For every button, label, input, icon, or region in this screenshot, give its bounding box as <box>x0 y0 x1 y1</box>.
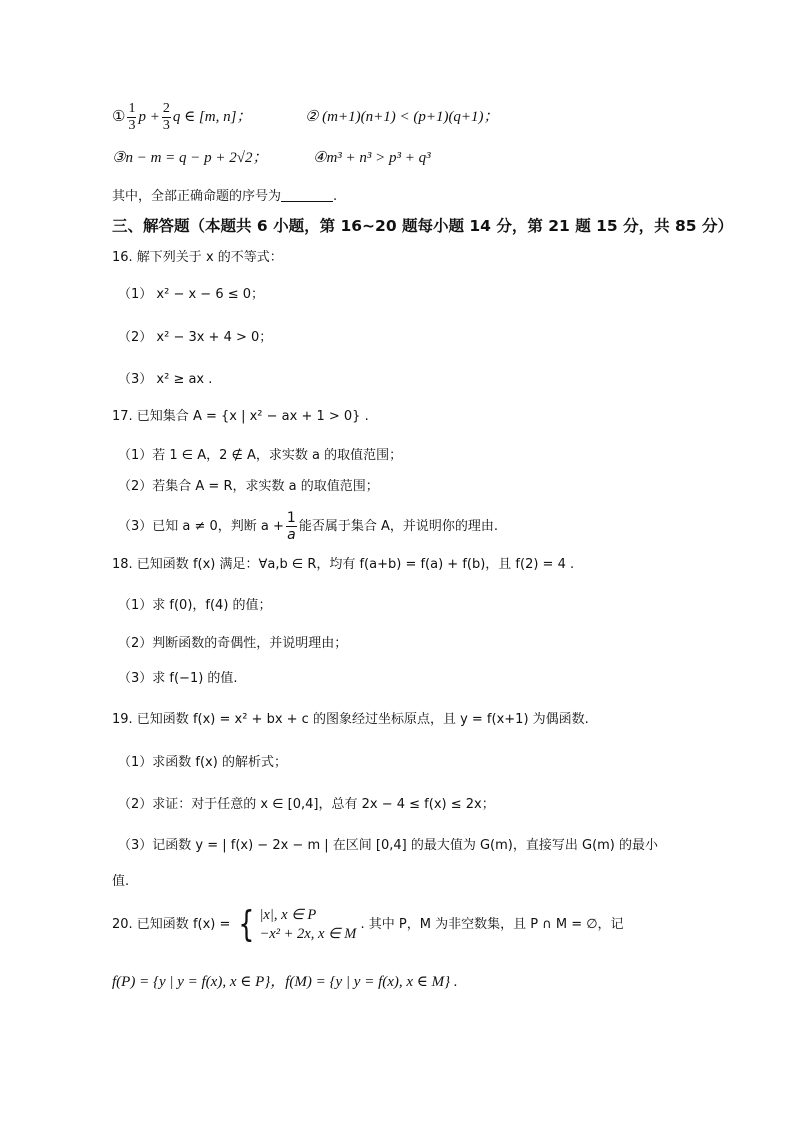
q15-opt1: ① $\frac{1}{3}$ p + $\frac{2}{3}$ q ∈ [m, n]； <box>112 101 252 133</box>
q19-part-3: （3）记函数 y = | f(x) − 2x − m | 在区间 [0,4] 的最大值为 G(m)，直接写出 G(m) 的最小 <box>118 838 659 853</box>
fraction: $\frac{1}{3}$ <box>128 101 136 133</box>
q19-stem: 19. 已知函数 f(x) = x² + bx + c 的图象经过坐标原点，且 y = f(x+1) 为偶函数. <box>112 712 589 727</box>
q17-part-1: （1）若 1 ∈ A，2 ∉ A，求实数 a 的取值范围； <box>118 448 403 463</box>
fraction: $\frac{2}{3}$ <box>162 101 170 133</box>
answer-blank <box>281 187 333 202</box>
piecewise-case-1: |x|, x ∈ P <box>259 907 317 923</box>
q15-options-row-2 <box>112 148 431 168</box>
piecewise-case-2: −x² + 2x, x ∈ M <box>259 926 357 942</box>
fraction: $\frac{1}{a}$ <box>286 510 296 543</box>
q15-opt2: ② (m+1)(n+1) < (p+1)(q+1)； <box>304 108 499 125</box>
q17-stem: 17. 已知集合 A = {x | x² − ax + 1 > 0} . <box>112 409 369 424</box>
q15-question: 其中，全部正确命题的序号为 . <box>112 189 338 204</box>
q15-options-row-1 <box>112 101 499 134</box>
q18-part-2: （2）判断函数的奇偶性，并说明理由； <box>118 636 348 651</box>
q16-part-1: （1） x² − x − 6 ≤ 0； <box>118 287 265 302</box>
q18-part-1: （1）求 f(0)，f(4) 的值； <box>118 598 272 613</box>
q20-definitions: f(P) = {y | y = f(x), x ∈ P}，f(M) = {y | y = f(x), x ∈ M} . <box>112 974 458 990</box>
q16-stem: 16. 解下列关于 x 的不等式： <box>112 250 283 265</box>
q19-part-3-cont: 值. <box>112 874 130 889</box>
piecewise-function: { |x|, x ∈ P −x² + 2x, x ∈ M <box>237 904 357 945</box>
q20-stem: 20. 已知函数 f(x) = { |x|, x ∈ P −x² + 2x, x ∈ M . 其中 P，M 为非空数集，且 P ∩ M = ∅，记 <box>112 904 624 945</box>
q16-part-3: （3） x² ≥ ax . <box>118 372 213 387</box>
q16-part-2: （2） x² − 3x + 4 > 0； <box>118 330 273 345</box>
q18-stem: 18. 已知函数 f(x) 满足：∀a,b ∈ R，均有 f(a+b) = f(a) + f(b)，且 f(2) = 4 . <box>112 557 575 572</box>
q18-part-3: （3）求 f(−1) 的值. <box>118 671 238 686</box>
q19-part-2: （2）求证：对于任意的 x ∈ [0,4]，总有 2x − 4 ≤ f(x) ≤ 2x； <box>118 797 495 812</box>
section-3-heading: 三、解答题（本题共 6 小题，第 16~20 题每小题 14 分，第 21 题 15 分，共 85 分） <box>112 217 733 235</box>
q17-part-2: （2）若集合 A = R，求实数 a 的取值范围； <box>118 479 379 494</box>
q15-opt3: ③n − m = q − p + 2√2； <box>112 150 268 166</box>
q19-part-1: （1）求函数 f(x) 的解析式； <box>118 755 287 770</box>
q17-part-3: （3）已知 a ≠ 0，判断 a + $\frac{1}{a}$ 能否属于集合 A，并说明你的理由. <box>118 510 499 543</box>
q15-opt4: ④m³ + n³ > p³ + q³ <box>313 150 431 166</box>
